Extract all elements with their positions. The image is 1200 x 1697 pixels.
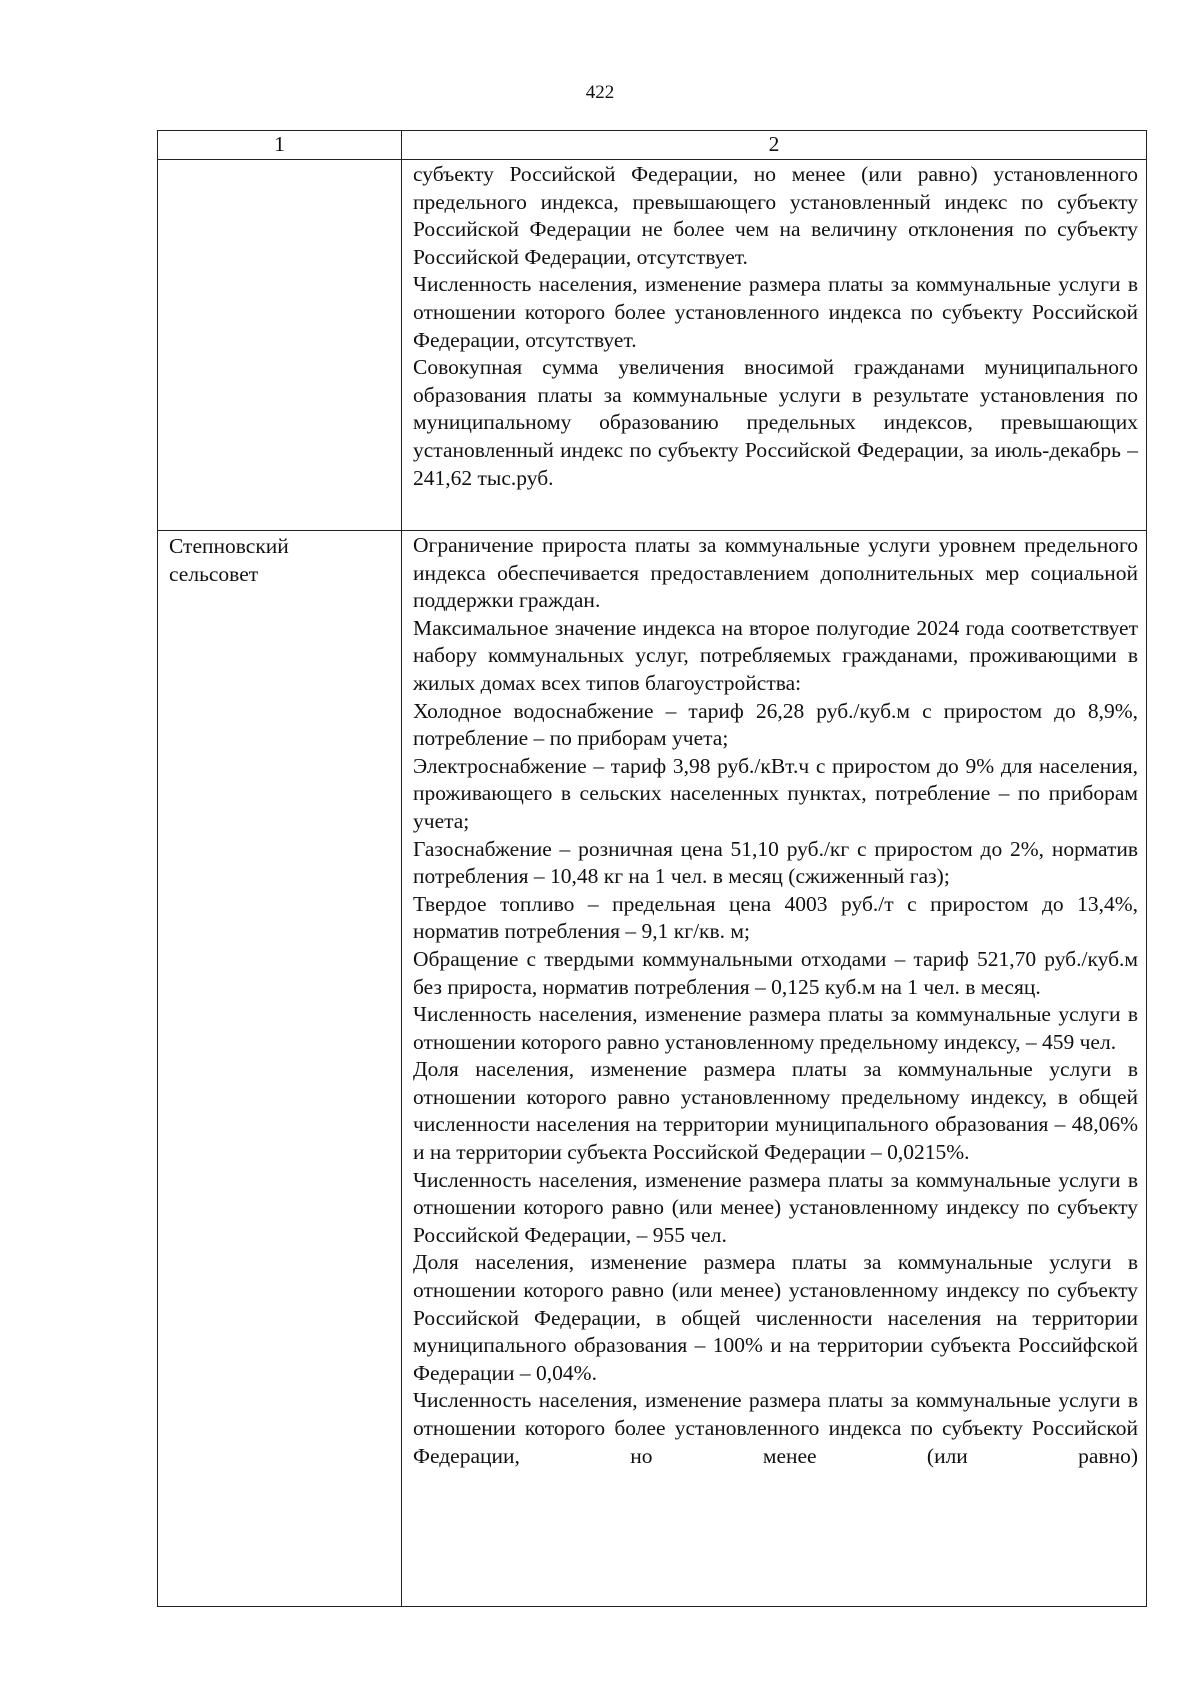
municipality-name-line: Степновский <box>169 534 289 558</box>
paragraph: Доля населения, изменение размера платы за коммунальные услуги в отношении которого равно установленному предельному индексу, в общей численности населения на территории муниципального образования – 48,06% и на территории субъекта Российской Федерации – 0,0215%. <box>413 1057 1138 1165</box>
paragraph: Численность населения, изменение размера платы за коммунальные услуги в отношении которого более установленного индекса по субъекту Российской Федерации, отсутствует. <box>413 272 1138 352</box>
paragraph: Доля населения, изменение размера платы за коммунальные услуги в отношении которого равно (или менее) установленному индексу по субъекту Российской Федерации, в общей численности населения на территории муниципального образования – 100% и на территории субъекта Российфской Федерации – 0,04%. <box>413 1250 1138 1385</box>
paragraph: Электроснабжение – тариф 3,98 руб./кВт.ч с приростом до 9% для населения, проживающего в сельских населенных пунктах, потребление – по приборам учета; <box>413 753 1138 833</box>
document-table <box>157 130 1147 1607</box>
municipality-cell <box>158 531 402 1607</box>
municipality-name-line: сельсовет <box>169 561 259 586</box>
table-row <box>158 531 1147 1607</box>
paragraph: Газоснабжение – розничная цена 51,10 руб./кг с приростом до 2%, норматив потребления – 10,48 кг на 1 чел. в месяц (сжиженный газ); <box>413 836 1138 889</box>
paragraph: субъекту Российской Федерации, но менее (или равно) установленного предельного индекса, превышающего установленный индекс по субъекту Российской Федерации не более чем на величину отклонения по субъекту Российской Федерации, отсутствует. <box>413 162 1138 269</box>
table-row <box>158 160 1147 531</box>
paragraph: Холодное водоснабжение – тариф 26,28 руб./куб.м с приростом до 8,9%, потребление – по приборам учета; <box>413 698 1138 751</box>
municipality-cell <box>158 160 402 531</box>
column-header-2: 2 <box>402 131 1147 160</box>
description-cell <box>402 160 1147 531</box>
paragraph: Численность населения, изменение размера платы за коммунальные услуги в отношении которого равно установленному предельному индексу, – 459 чел. <box>413 1002 1138 1054</box>
paragraph: Ограничение прироста платы за коммунальные услуги уровнем предельного индекса обеспечивается предоставлением дополнительных мер социальной поддержки граждан. <box>413 533 1138 613</box>
paragraph: Численность населения, изменение размера платы за коммунальные услуги в отношении которого равно (или менее) установленному индексу по субъекту Российской Федерации, – 955 чел. <box>413 1167 1138 1247</box>
column-header-1: 1 <box>158 131 402 160</box>
paragraph: Максимальное значение индекса на второе полугодие 2024 года соответствует набору коммунальных услуг, потребляемых гражданами, проживающими в жилых домах всех типов благоустройства: <box>413 615 1138 695</box>
table-header-row <box>158 131 1147 160</box>
paragraph: Твердое топливо – предельная цена 4003 руб./т с приростом до 13,4%, норматив потребления – 9,1 кг/кв. м; <box>413 891 1138 944</box>
paragraph: Численность населения, изменение размера платы за коммунальные услуги в отношении которого более установленного индекса по субъекту Российской Федерации, но менее (или равно) <box>413 1388 1138 1468</box>
paragraph: Совокупная сумма увеличения вносимой гражданами муниципального образования платы за коммунальные услуги в результате установления по муниципальному образованию предельных индексов, превышающих установленный индекс по субъекту Российской Федерации, за июль-декабрь – 241,62 тыс.руб. <box>413 355 1138 490</box>
description-cell <box>402 531 1147 1607</box>
page-number: 422 <box>585 82 615 103</box>
paragraph: Обращение с твердыми коммунальными отходами – тариф 521,70 руб./куб.м без прироста, норматив потребления – 0,125 куб.м на 1 чел. в месяц. <box>413 946 1138 999</box>
